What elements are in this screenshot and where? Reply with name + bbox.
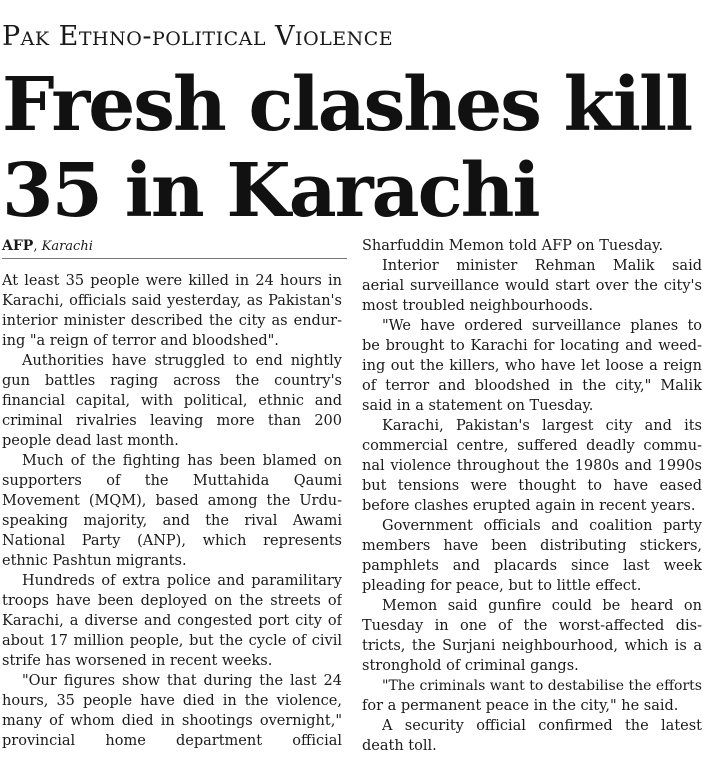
body-text-line: National Party (ANP), which represents [2,533,342,549]
body-text-line: said in a statement on Tuesday. [362,398,594,414]
body-text-line: strife has worsened in recent weeks. [2,653,273,669]
body-text-line: criminal rivalries leaving more than 200 [2,413,342,429]
article-byline [2,236,347,259]
body-text-line: At least 35 people were killed in 24 hours in [2,273,342,289]
body-text-line: A security official confirmed the latest [382,718,702,734]
byline-agency: AFP [2,238,34,254]
body-text-line: Sharfuddin Memon told AFP on Tuesday. [362,238,664,254]
body-text-line: pleading for peace, but to little effect. [362,578,642,594]
body-text-line: most troubled neighbourhoods. [362,298,594,314]
body-text-line: "Our figures show that during the last 24 [22,673,342,689]
body-text-line: death toll. [362,738,437,754]
article-column-1 [2,271,342,751]
headline-line-2: 35 in Karachi [2,148,539,234]
body-text-line: Movement (MQM), based among the Urdu- [2,493,342,509]
body-text-line: ing "a reign of terror and bloodshed". [2,333,279,349]
body-text-line: troops have been deployed on the streets of [2,593,342,609]
body-text-line: Memon said gunfire could be heard on [382,598,702,614]
body-text-line: speaking majority, and the rival Awami [2,513,342,529]
body-text-line: financial capital, with political, ethnic and [2,393,342,409]
article-column-2 [362,236,702,756]
body-text-line: be brought to Karachi for locating and weed- [362,338,702,354]
body-text-line: supporters of the Muttahida Qaumi [2,473,342,489]
body-text-line: pamphlets and placards since last week [362,558,702,574]
body-text-line: many of whom died in shootings overnight," [2,713,342,729]
body-text-line: but tensions were thought to have eased [362,478,702,494]
body-text-line: "The criminals want to destabilise the efforts [382,678,702,694]
article-headline [2,62,702,234]
body-text-line: aerial surveillance would start over the city's [362,278,702,294]
body-text-line: members have been distributing stickers, [362,538,702,554]
body-text-line: gun battles raging across the country's [2,373,342,389]
body-text-line: stronghold of criminal gangs. [362,658,579,674]
body-text-line: for a permanent peace in the city," he said. [362,698,679,714]
body-text-line: of terror and bloodshed in the city," Malik [362,378,702,394]
body-text-line: "We have ordered surveillance planes to [382,318,702,334]
body-text-line: Hundreds of extra police and paramilitary [22,573,342,589]
body-text-line: people dead last month. [2,433,179,449]
headline-line-1: Fresh clashes kill [2,62,692,148]
body-text-line: Much of the fighting has been blamed on [22,453,342,469]
body-text-line: Karachi, a diverse and congested port city of [2,613,342,629]
body-text-line: Karachi, officials said yesterday, as Pakistan's [2,293,342,309]
body-text-line: Authorities have struggled to end nightly [22,353,342,369]
body-text-line: Tuesday in one of the worst-affected dis- [362,618,702,634]
byline-separator: , [33,239,38,254]
body-text-line: provincial home department official [2,733,342,749]
body-text-line: ethnic Pashtun migrants. [2,553,187,569]
body-text-line: interior minister described the city as endur- [2,313,342,329]
body-text-line: about 17 million people, but the cycle of civil [2,633,342,649]
body-text-line: Government officials and coalition party [382,518,702,534]
byline-place: Karachi [41,239,93,254]
body-text-line: Interior minister Rehman Malik said [382,258,702,274]
article-kicker: Pak Ethno-political Violence [2,21,394,52]
body-text-line: commercial centre, suffered deadly commu- [362,438,702,454]
body-text-line: before clashes erupted again in recent years. [362,498,696,514]
body-text-line: nal violence throughout the 1980s and 1990s [362,458,702,474]
body-text-line: Karachi, Pakistan's largest city and its [382,418,702,434]
body-text-line: hours, 35 people have died in the violence, [2,693,342,709]
body-text-line: ing out the killers, who have let loose a reign [362,358,702,374]
body-text-line: tricts, the Surjani neighbourhood, which is a [362,638,702,654]
